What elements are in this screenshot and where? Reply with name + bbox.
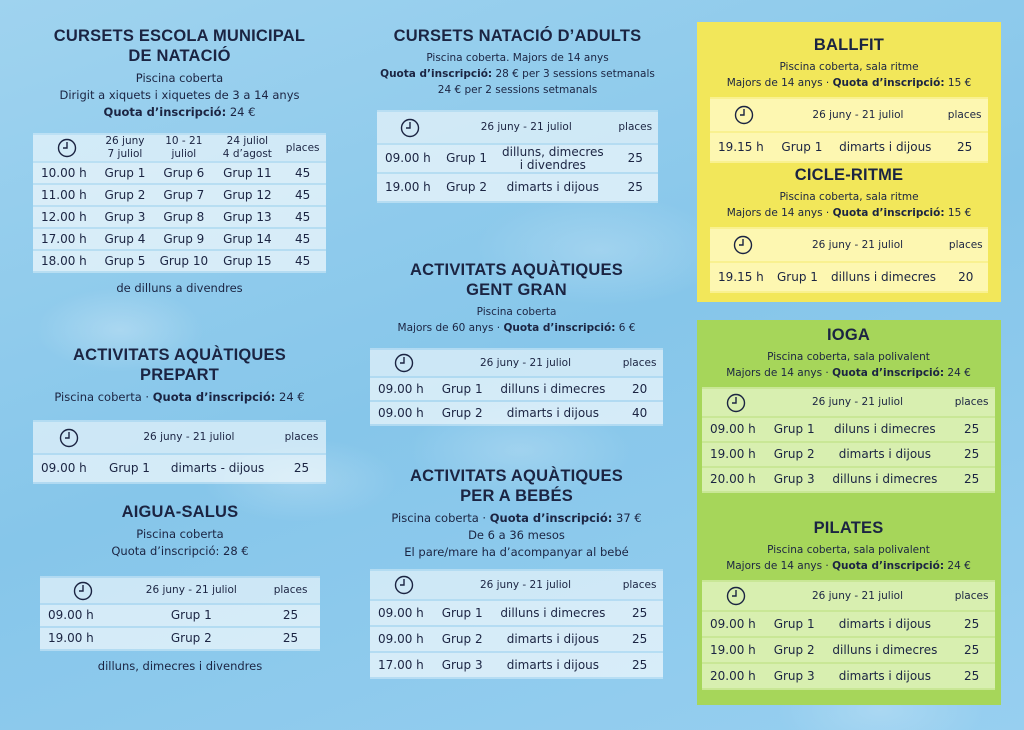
info-line bbox=[377, 50, 658, 66]
table-cell: Grup 1 bbox=[435, 378, 490, 400]
info-line bbox=[370, 320, 663, 336]
schedule-table bbox=[377, 110, 658, 203]
table-row bbox=[33, 207, 326, 227]
table-cell: 45 bbox=[279, 251, 326, 271]
info-line bbox=[370, 544, 663, 561]
section-title: CICLE-RITME bbox=[794, 166, 904, 184]
schedule-table bbox=[710, 227, 988, 293]
section-cicle bbox=[710, 165, 988, 293]
section-prepart bbox=[33, 345, 326, 484]
table-header bbox=[370, 350, 663, 376]
table-header bbox=[33, 422, 326, 453]
info-text: Majors de 14 anys · bbox=[726, 77, 833, 89]
table-cell: 45 bbox=[279, 229, 326, 249]
fee-label: Quota d’inscripció: bbox=[832, 77, 945, 89]
table-cell: 25 bbox=[613, 174, 658, 201]
table-cell: 09.00 h bbox=[370, 402, 435, 424]
table-row bbox=[40, 628, 320, 649]
clock-icon bbox=[702, 582, 767, 610]
section-adults bbox=[377, 26, 658, 203]
table-cell: Grup 1 bbox=[771, 263, 823, 291]
section-gentgran bbox=[370, 260, 663, 426]
header-cell: places bbox=[948, 389, 995, 416]
info-line bbox=[377, 66, 658, 82]
fee-value: 24 € bbox=[944, 367, 971, 379]
header-cell: places bbox=[616, 350, 663, 376]
info-text: Piscina coberta · bbox=[391, 511, 490, 525]
table-cell: 25 bbox=[948, 418, 995, 441]
info-line bbox=[40, 543, 320, 560]
table-cell: 20 bbox=[616, 378, 663, 400]
section-title: AIGUA-SALUS bbox=[121, 503, 239, 521]
table-cell: 10.00 h bbox=[33, 163, 98, 183]
section-pilates bbox=[702, 518, 995, 690]
info-text: Piscina coberta, sala polivalent bbox=[767, 351, 930, 363]
table-cell: Grup 4 bbox=[98, 229, 153, 249]
table-cell: dimarts i dijous bbox=[829, 133, 941, 161]
header-cell: 26 juny - 21 juliol bbox=[767, 582, 948, 610]
info-line bbox=[33, 104, 326, 121]
table-cell: 25 bbox=[948, 664, 995, 688]
table-row bbox=[370, 601, 663, 625]
table-cell: 25 bbox=[616, 653, 663, 677]
table-row bbox=[702, 664, 995, 688]
header-cell: 26 juny - 21 juliol bbox=[121, 578, 261, 603]
info-line bbox=[370, 527, 663, 544]
section-title: PILATES bbox=[813, 519, 884, 537]
table-cell: 45 bbox=[279, 163, 326, 183]
table-row bbox=[702, 468, 995, 491]
info-text: Piscina coberta, sala ritme bbox=[779, 61, 919, 73]
info-text: Piscina coberta bbox=[135, 71, 224, 85]
table-row bbox=[710, 263, 988, 291]
header-cell: 10 - 21 juliol bbox=[152, 135, 215, 161]
table-cell: 09.00 h bbox=[40, 605, 121, 626]
fee-label: Quota d’inscripció: bbox=[152, 390, 276, 404]
info-text: Piscina coberta, sala polivalent bbox=[767, 544, 930, 556]
table-cell: Grup 2 bbox=[435, 402, 490, 424]
table-cell: Grup 9 bbox=[152, 229, 215, 249]
schedule-table bbox=[33, 133, 326, 273]
table-cell: 17.00 h bbox=[370, 653, 435, 677]
fee-label: Quota d’inscripció: bbox=[832, 207, 945, 219]
table-cell: Grup 13 bbox=[215, 207, 279, 227]
table-cell: dimarts i dijous bbox=[822, 664, 949, 688]
table-cell: 09.00 h bbox=[370, 627, 435, 651]
table-cell: 25 bbox=[616, 601, 663, 625]
section-title: DE NATACIÓ bbox=[128, 47, 231, 65]
table-header bbox=[377, 112, 658, 143]
clock-icon bbox=[370, 571, 435, 599]
fee-value: 15 € bbox=[944, 77, 972, 89]
header-cell: places bbox=[279, 135, 326, 161]
table-cell: 12.00 h bbox=[33, 207, 98, 227]
info-text: Majors de 14 anys · bbox=[726, 207, 833, 219]
section-title: CURSETS ESCOLA MUNICIPAL bbox=[53, 27, 306, 45]
info-line bbox=[370, 510, 663, 527]
section-ballfit bbox=[710, 35, 988, 163]
table-cell: 19.15 h bbox=[710, 263, 771, 291]
info-line bbox=[33, 87, 326, 104]
section-title: ACTIVITATS AQUÀTIQUES bbox=[410, 261, 623, 279]
info-text: Piscina coberta · bbox=[54, 390, 153, 404]
table-cell: dimarts i dijous bbox=[490, 627, 617, 651]
fee-label: Quota d’inscripció: bbox=[832, 560, 945, 572]
header-cell: places bbox=[616, 571, 663, 599]
table-row bbox=[33, 455, 326, 482]
table-row bbox=[33, 185, 326, 205]
table-cell: Grup 6 bbox=[152, 163, 215, 183]
table-cell: 45 bbox=[279, 207, 326, 227]
info-line bbox=[702, 365, 995, 381]
clock-icon bbox=[710, 229, 771, 261]
table-row bbox=[710, 133, 988, 161]
fee-label: Quota d’inscripció: bbox=[103, 105, 227, 119]
header-cell: 26 juny - 21 juliol bbox=[435, 571, 616, 599]
table-cell: Grup 15 bbox=[215, 251, 279, 271]
table-cell: 25 bbox=[261, 605, 320, 626]
section-footer: dilluns, dimecres i divendres bbox=[97, 659, 263, 673]
table-cell: 11.00 h bbox=[33, 185, 98, 205]
table-cell: 25 bbox=[941, 133, 988, 161]
table-cell: Grup 1 bbox=[101, 455, 158, 482]
table-row bbox=[370, 402, 663, 424]
section-title: ACTIVITATS AQUÀTIQUES bbox=[410, 467, 623, 485]
info-line bbox=[33, 70, 326, 87]
table-header bbox=[702, 389, 995, 416]
info-line bbox=[370, 304, 663, 320]
table-cell: dimarts i dijous bbox=[822, 443, 949, 466]
info-line bbox=[33, 389, 326, 406]
clock-icon bbox=[377, 112, 440, 143]
table-cell: dimarts i dijous bbox=[822, 612, 949, 636]
info-text: Piscina coberta, sala ritme bbox=[779, 191, 919, 203]
table-cell: 25 bbox=[948, 443, 995, 466]
header-cell: 26 juny - 21 juliol bbox=[435, 350, 616, 376]
section-title: ACTIVITATS AQUÀTIQUES PREPART bbox=[73, 346, 286, 384]
header-cell: 26 juny - 21 juliol bbox=[775, 99, 942, 131]
fee-value: 28 € per 3 sessions setmanals bbox=[492, 68, 655, 80]
section-title: IOGA bbox=[827, 326, 870, 344]
header-cell: 24 juliol 4 d’agost bbox=[215, 135, 279, 161]
section-title: GENT GRAN bbox=[466, 281, 567, 299]
table-row bbox=[702, 418, 995, 441]
info-text: 24 € per 2 sessions setmanals bbox=[437, 84, 598, 96]
table-cell: Grup 3 bbox=[767, 468, 822, 491]
info-line bbox=[702, 558, 995, 574]
table-header bbox=[40, 578, 320, 603]
info-text: Piscina coberta. Majors de 14 anys bbox=[426, 52, 609, 64]
header-cell: places bbox=[941, 99, 988, 131]
table-cell: Grup 1 bbox=[775, 133, 830, 161]
table-cell: dimarts i dijous bbox=[493, 174, 612, 201]
schedule-table bbox=[40, 576, 320, 651]
table-row bbox=[702, 638, 995, 662]
info-line bbox=[377, 82, 658, 98]
table-row bbox=[377, 145, 658, 172]
table-row bbox=[377, 174, 658, 201]
section-footer: de dilluns a divendres bbox=[116, 281, 243, 295]
schedule-table bbox=[702, 580, 995, 690]
table-row bbox=[33, 251, 326, 271]
table-cell: Grup 2 bbox=[767, 443, 822, 466]
info-text: Piscina coberta bbox=[136, 527, 224, 541]
table-cell: Grup 1 bbox=[435, 601, 490, 625]
table-row bbox=[33, 163, 326, 183]
table-row bbox=[370, 378, 663, 400]
fee-label: Quota d’inscripció: bbox=[380, 68, 493, 80]
table-cell: Grup 10 bbox=[152, 251, 215, 271]
section-ioga bbox=[702, 325, 995, 493]
header-cell: places bbox=[948, 582, 995, 610]
section-escola bbox=[33, 26, 326, 295]
section-title: BALLFIT bbox=[813, 36, 885, 54]
info-line bbox=[710, 205, 988, 221]
info-text: El pare/mare ha d’acompanyar al bebé bbox=[404, 545, 629, 559]
clock-icon bbox=[33, 422, 101, 453]
table-cell: 45 bbox=[279, 185, 326, 205]
table-cell: 19.00 h bbox=[702, 638, 767, 662]
table-cell: 25 bbox=[948, 468, 995, 491]
table-cell: 25 bbox=[948, 638, 995, 662]
table-cell: dimarts i dijous bbox=[490, 402, 617, 424]
table-cell: dimarts i dijous bbox=[490, 653, 617, 677]
table-header bbox=[710, 99, 988, 131]
table-cell: 19.15 h bbox=[710, 133, 775, 161]
schedule-table bbox=[370, 348, 663, 426]
table-cell: 25 bbox=[948, 612, 995, 636]
table-cell: Grup 8 bbox=[152, 207, 215, 227]
table-cell: 09.00 h bbox=[33, 455, 101, 482]
fee-label: Quota d’inscripció: bbox=[832, 367, 945, 379]
table-cell: 40 bbox=[616, 402, 663, 424]
fee-label: Quota d’inscripció: bbox=[489, 511, 613, 525]
header-cell: places bbox=[944, 229, 988, 261]
header-cell: 26 juny - 21 juliol bbox=[440, 112, 613, 143]
table-header bbox=[702, 582, 995, 610]
table-cell: diluns i dimecres bbox=[822, 418, 949, 441]
table-cell: 09.00 h bbox=[702, 612, 767, 636]
section-bebes bbox=[370, 466, 663, 679]
info-line bbox=[710, 75, 988, 91]
table-cell: Grup 3 bbox=[98, 207, 153, 227]
table-cell: 19.00 h bbox=[377, 174, 440, 201]
table-cell: Grup 2 bbox=[98, 185, 153, 205]
header-cell: 26 juny - 21 juliol bbox=[101, 422, 277, 453]
schedule-table bbox=[370, 569, 663, 679]
fee-value: 15 € bbox=[944, 207, 972, 219]
table-cell: 09.00 h bbox=[370, 378, 435, 400]
table-row bbox=[40, 605, 320, 626]
header-cell: 26 juny - 21 juliol bbox=[771, 229, 943, 261]
schedule-table bbox=[33, 420, 326, 484]
table-cell: dilluns i dimecres bbox=[822, 638, 949, 662]
info-text: Quota d’inscripció: 28 € bbox=[111, 544, 249, 558]
fee-value: 6 € bbox=[615, 322, 636, 334]
clock-icon bbox=[33, 135, 98, 161]
table-cell: 20.00 h bbox=[702, 468, 767, 491]
section-title: CURSETS NATACIÓ D’ADULTS bbox=[393, 27, 642, 45]
table-cell: Grup 7 bbox=[152, 185, 215, 205]
info-text: Piscina coberta bbox=[476, 306, 557, 318]
fee-value: 24 € bbox=[944, 560, 971, 572]
table-cell: Grup 2 bbox=[435, 627, 490, 651]
table-row bbox=[370, 627, 663, 651]
header-cell: 26 juny 7 juliol bbox=[98, 135, 153, 161]
table-cell: 25 bbox=[277, 455, 326, 482]
table-cell: dimarts - dijous bbox=[158, 455, 277, 482]
table-cell: 09.00 h bbox=[377, 145, 440, 172]
table-cell: 09.00 h bbox=[702, 418, 767, 441]
table-cell: dilluns, dimecres i divendres bbox=[493, 145, 612, 172]
table-header bbox=[33, 135, 326, 161]
info-text: Majors de 14 anys · bbox=[726, 560, 833, 572]
table-cell: dilluns i dimecres bbox=[490, 378, 617, 400]
clock-icon bbox=[702, 389, 767, 416]
table-cell: Grup 2 bbox=[121, 628, 261, 649]
info-text: Majors de 14 anys · bbox=[726, 367, 833, 379]
info-text: Majors de 60 anys · bbox=[397, 322, 504, 334]
table-cell: Grup 1 bbox=[121, 605, 261, 626]
table-header bbox=[710, 229, 988, 261]
header-cell: 26 juny - 21 juliol bbox=[767, 389, 948, 416]
fee-value: 24 € bbox=[226, 105, 256, 119]
fee-value: 37 € bbox=[612, 511, 642, 525]
info-line bbox=[702, 349, 995, 365]
table-cell: 20.00 h bbox=[702, 664, 767, 688]
table-row bbox=[33, 229, 326, 249]
info-line bbox=[710, 59, 988, 75]
table-cell: 17.00 h bbox=[33, 229, 98, 249]
table-cell: Grup 3 bbox=[435, 653, 490, 677]
fee-label: Quota d’inscripció: bbox=[503, 322, 616, 334]
info-line bbox=[702, 542, 995, 558]
table-cell: Grup 14 bbox=[215, 229, 279, 249]
table-cell: Grup 3 bbox=[767, 664, 822, 688]
info-text: De 6 a 36 mesos bbox=[468, 528, 565, 542]
table-cell: Grup 2 bbox=[767, 638, 822, 662]
table-row bbox=[370, 653, 663, 677]
table-cell: dilluns i dimecres bbox=[822, 468, 949, 491]
schedule-table bbox=[710, 97, 988, 163]
header-cell: places bbox=[613, 112, 658, 143]
section-salus bbox=[40, 502, 320, 673]
clock-icon bbox=[370, 350, 435, 376]
table-cell: 19.00 h bbox=[702, 443, 767, 466]
header-cell: places bbox=[261, 578, 320, 603]
table-header bbox=[370, 571, 663, 599]
table-cell: 20 bbox=[944, 263, 988, 291]
section-title: PER A BEBÉS bbox=[460, 487, 573, 505]
table-cell: Grup 1 bbox=[98, 163, 153, 183]
info-line bbox=[40, 526, 320, 543]
header-cell: places bbox=[277, 422, 326, 453]
table-cell: Grup 11 bbox=[215, 163, 279, 183]
clock-icon bbox=[40, 578, 121, 603]
schedule-table bbox=[702, 387, 995, 493]
table-row bbox=[702, 443, 995, 466]
table-cell: Grup 5 bbox=[98, 251, 153, 271]
table-cell: Grup 1 bbox=[767, 418, 822, 441]
table-cell: dilluns i dimecres bbox=[490, 601, 617, 625]
table-cell: Grup 2 bbox=[440, 174, 493, 201]
table-row bbox=[702, 612, 995, 636]
table-cell: 18.00 h bbox=[33, 251, 98, 271]
table-cell: dilluns i dimecres bbox=[823, 263, 943, 291]
info-text: Dirigit a xiquets i xiquetes de 3 a 14 anys bbox=[59, 88, 300, 102]
table-cell: 09.00 h bbox=[370, 601, 435, 625]
table-cell: 19.00 h bbox=[40, 628, 121, 649]
table-cell: Grup 1 bbox=[767, 612, 822, 636]
table-cell: 25 bbox=[613, 145, 658, 172]
table-cell: Grup 12 bbox=[215, 185, 279, 205]
table-cell: 25 bbox=[261, 628, 320, 649]
info-line bbox=[710, 189, 988, 205]
fee-value: 24 € bbox=[275, 390, 305, 404]
table-cell: Grup 1 bbox=[440, 145, 493, 172]
clock-icon bbox=[710, 99, 775, 131]
table-cell: 25 bbox=[616, 627, 663, 651]
